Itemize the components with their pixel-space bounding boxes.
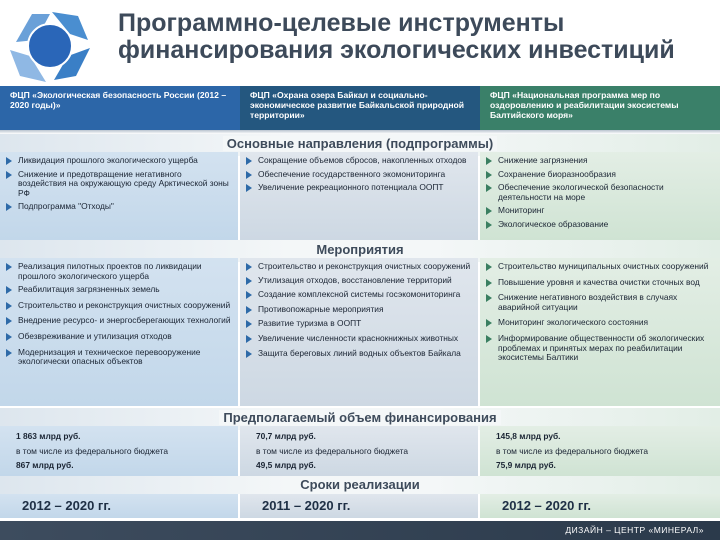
term-col3: 2012 – 2020 гг. (480, 494, 720, 518)
list-item: Создание комплексной системы госэкомониторинга (244, 290, 472, 300)
measures-col3 (480, 258, 720, 406)
footer-bar (0, 521, 720, 540)
arrow-bullet-icon (246, 291, 252, 299)
arrow-bullet-icon (486, 157, 492, 165)
funding-federal-value: 867 млрд руб. (16, 460, 74, 471)
directions-col1 (0, 152, 238, 240)
list-item: Утилизация отходов, восстановление территорий (244, 276, 472, 286)
list-item: Увеличение рекреационного потенциала ООПТ (244, 183, 472, 193)
arrow-bullet-icon (486, 221, 492, 229)
funding-federal-label: в том числе из федерального бюджета (496, 445, 648, 456)
arrow-bullet-icon (6, 157, 12, 165)
recycle-logo-icon (6, 4, 94, 84)
funding-total: 70,7 млрд руб. (256, 431, 316, 441)
arrow-bullet-icon (246, 171, 252, 179)
measures-col1 (0, 258, 238, 406)
arrow-bullet-icon (246, 350, 252, 358)
arrow-bullet-icon (6, 302, 12, 310)
arrow-bullet-icon (486, 171, 492, 179)
list-item: Противопожарные мероприятия (244, 305, 472, 315)
list-item: Мониторинг (484, 206, 714, 216)
list-item: Защита береговых линий водных объектов Байкала (244, 349, 472, 359)
arrow-bullet-icon (486, 207, 492, 215)
funding-col1 (0, 426, 238, 476)
arrow-bullet-icon (486, 184, 492, 192)
arrow-bullet-icon (246, 263, 252, 271)
arrow-bullet-icon (486, 279, 492, 287)
arrow-bullet-icon (486, 335, 492, 343)
section-directions-title: Основные направления (подпрограммы) (0, 134, 720, 156)
footer-credit: ДИЗАЙН – ЦЕНТР «МИНЕРАЛ» (565, 525, 704, 535)
list-item: Строительство муниципальных очистных сооружений (484, 262, 714, 272)
list-item: Ликвидация прошлого экологического ущерба (4, 156, 232, 166)
arrow-bullet-icon (246, 157, 252, 165)
arrow-bullet-icon (6, 263, 12, 271)
arrow-bullet-icon (6, 286, 12, 294)
program-header-baltic: ФЦП «Национальная программа мер по оздоровлению и реабилитации экосистемы Балтийского моря» (480, 86, 720, 130)
list-item: Обеспечение экологической безопасности деятельности на море (484, 183, 714, 202)
funding-federal-value: 75,9 млрд руб. (496, 460, 556, 471)
arrow-bullet-icon (246, 320, 252, 328)
funding-col3 (480, 426, 720, 476)
list-item: Повышение уровня и качества очистки сточных вод (484, 278, 714, 288)
arrow-bullet-icon (486, 294, 492, 302)
section-terms-title: Сроки реализации (0, 476, 720, 494)
list-item: Внедрение ресурсо- и энергосберегающих технологий (4, 316, 232, 326)
list-item: Сокращение объемов сбросов, накопленных отходов (244, 156, 472, 166)
directions-col3 (480, 152, 720, 240)
list-item: Модернизация и техническое перевооружение экологически опасных объектов (4, 348, 232, 367)
arrow-bullet-icon (486, 319, 492, 327)
list-item: Снижение и предотвращение негативного воздействия на окружающую среду Арктической зоны РФ (4, 170, 232, 199)
funding-col2 (240, 426, 478, 476)
arrow-bullet-icon (246, 277, 252, 285)
list-item: Строительство и реконструкция очистных сооружений (4, 301, 232, 311)
funding-total: 145,8 млрд руб. (496, 431, 561, 441)
funding-total: 1 863 млрд руб. (16, 431, 81, 441)
arrow-bullet-icon (246, 184, 252, 192)
arrow-bullet-icon (6, 333, 12, 341)
list-item: Сохранение биоразнообразия (484, 170, 714, 180)
list-item: Строительство и реконструкция очистных сооружений (244, 262, 472, 272)
list-item: Мониторинг экологического состояния (484, 318, 714, 328)
term-col1: 2012 – 2020 гг. (0, 494, 238, 518)
funding-federal-value: 49,5 млрд руб. (256, 460, 316, 471)
arrow-bullet-icon (486, 263, 492, 271)
program-header-ecology: ФЦП «Экологическая безопасность России (2012 – 2020 годы)» (0, 86, 240, 130)
list-item: Обезвреживание и утилизация отходов (4, 332, 232, 342)
arrow-bullet-icon (6, 171, 12, 179)
arrow-bullet-icon (246, 335, 252, 343)
list-item: Реализация пилотных проектов по ликвидации прошлого экологического ущерба (4, 262, 232, 281)
section-measures-title: Мероприятия (0, 240, 720, 262)
measures-col2 (240, 258, 478, 406)
list-item: Экологическое образование (484, 220, 714, 230)
list-item: Реабилитация загрязненных земель (4, 285, 232, 295)
funding-federal-label: в том числе из федерального бюджета (16, 445, 168, 456)
list-item: Увеличение численности краснокнижных животных (244, 334, 472, 344)
page-title: Программно-целевые инструменты финансирования экологических инвестиций (118, 9, 675, 64)
list-item: Информирование общественности об экологических проблемах и принятых мерах по реабилитации экосистемы Балтики (484, 334, 714, 363)
list-item: Обеспечение государственного экомониторинга (244, 170, 472, 180)
program-header-baikal: ФЦП «Охрана озера Байкал и социально-экономическое развитие Байкальской природной территории» (240, 86, 480, 130)
funding-federal-label: в том числе из федерального бюджета (256, 445, 408, 456)
section-funding-title: Предполагаемый объем финансирования (0, 408, 720, 430)
directions-col2 (240, 152, 478, 240)
list-item: Развитие туризма в ООПТ (244, 319, 472, 329)
list-item: Снижение негативного воздействия в случаях аварийной ситуации (484, 293, 714, 312)
list-item: Подпрограмма "Отходы" (4, 202, 232, 212)
arrow-bullet-icon (246, 306, 252, 314)
list-item: Снижение загрязнения (484, 156, 714, 166)
term-col2: 2011 – 2020 гг. (240, 494, 478, 518)
arrow-bullet-icon (6, 349, 12, 357)
arrow-bullet-icon (6, 203, 12, 211)
arrow-bullet-icon (6, 317, 12, 325)
